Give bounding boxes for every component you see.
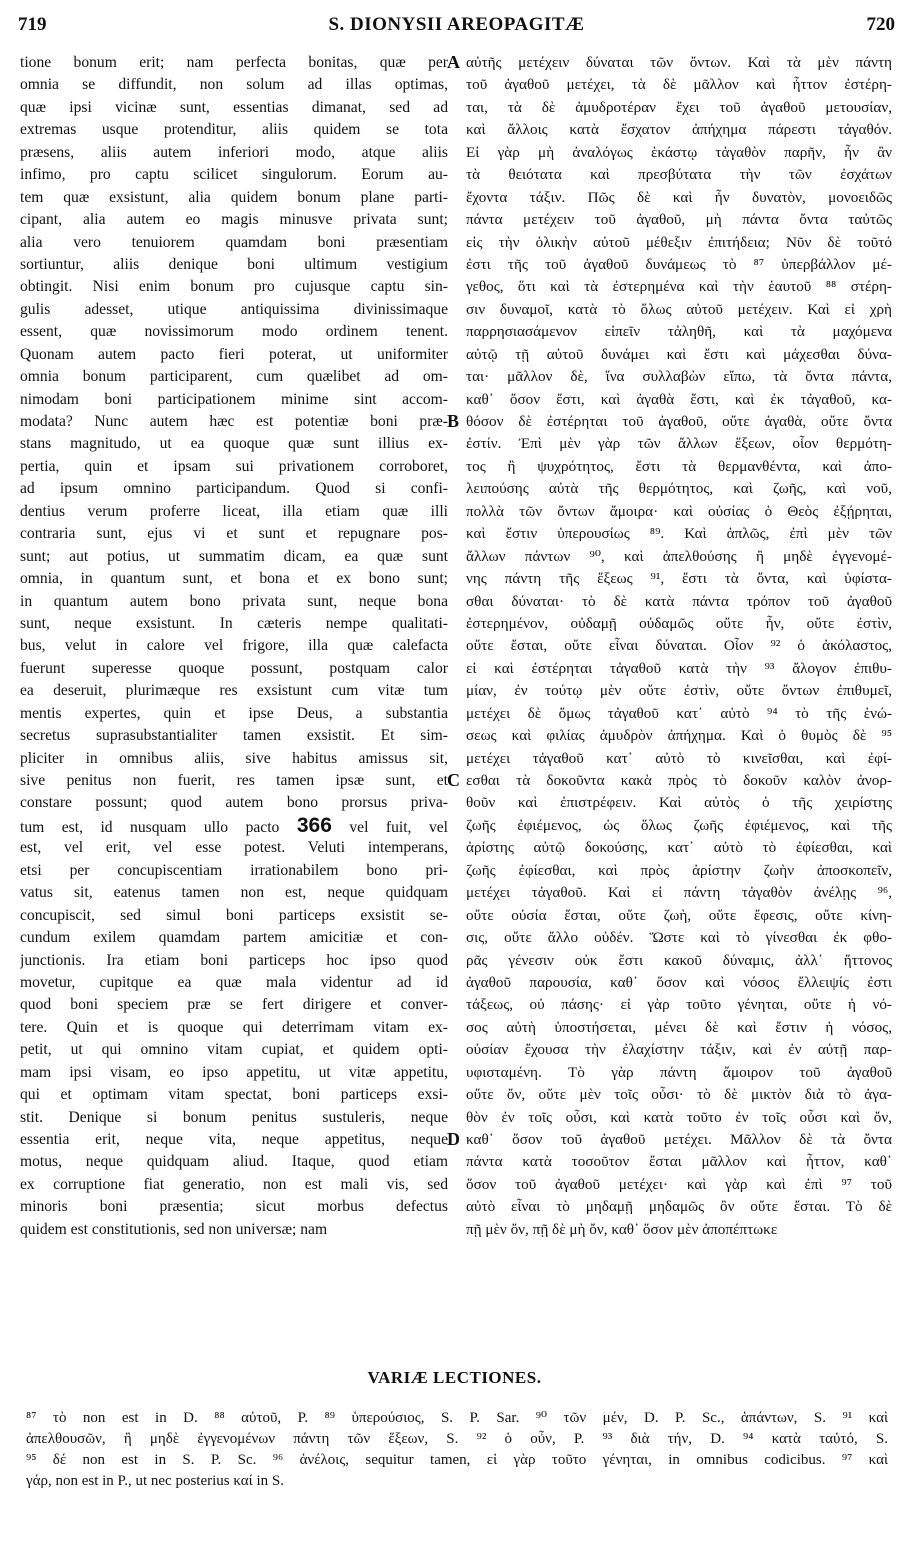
variants-heading: VARIÆ LECTIONES. — [367, 1368, 542, 1387]
greek-text-line: πάντα κατὰ τοσοῦτον ἔσται μᾶλλον καὶ ἧττον, καθ᾽ — [466, 1153, 892, 1171]
greek-text-line: εἰς τὴν ὁλικὴν αὐτοῦ μέθεξιν ἐπιτήδεια; Νῦν δὲ τοῦτό — [466, 233, 892, 251]
text-segment: vel fuit, vel — [331, 818, 448, 836]
greek-text-line: τοῦ ἀγαθοῦ μετέχει, τὰ δὲ μᾶλλον καὶ ἧττον ἐστέρη- — [466, 76, 892, 94]
greek-text-line: πάντα μετέχειν τοῦ ἀγαθοῦ, μὴ πάντα ὄντα ταὐτῶς — [466, 211, 892, 229]
greek-text-line: ἐστίν. Ἐπὶ μὲν γὰρ τῶν ἄλλων ἕξεων, οἷον θερμότη- — [466, 435, 892, 453]
greek-text-line: ὅσον τοῦ ἀγαθοῦ μετέχει· καὶ γὰρ καὶ ἐπὶ ⁹⁷ τοῦ — [466, 1175, 892, 1193]
greek-text-line: τος ἢ ψυχρότητος, ἔστι τὰ θερμανθέντα, καὶ ἀπο- — [466, 457, 892, 475]
latin-text-line: sortiuntur, aliis denique boni ultimum vestigium — [20, 255, 448, 273]
latin-text-line: extremas usque protenditur, aliis quidem se tota — [20, 121, 448, 139]
margin-letter-a: A — [447, 52, 460, 72]
latin-text-line: movetur, cupitque ea quæ mala videntur ad id — [20, 973, 448, 991]
greek-text-line: οὔτε ἔσται, οὔτε εἶναι δύναται. Οἷον ⁹² ὁ ἀκόλαστος, — [466, 637, 892, 655]
latin-text-line: stit. Denique si bonum penitus sustuleris, neque — [20, 1108, 448, 1126]
greek-text-line: Εἰ γὰρ μὴ ἀναλόγως ἑκάστῳ τἀγαθὸν παρῆν, ἦν ἂν — [466, 143, 892, 161]
latin-text-line: contraria sunt, ejus vi et sunt et repugnare pos- — [20, 525, 448, 543]
latin-text-line: quidem est constitutionis, sed non universæ; nam — [20, 1220, 328, 1238]
latin-text-line: ex corruptione fiat generatio, non est mali vis, sed — [20, 1175, 448, 1193]
greek-text-line: τάξεως, οὐ πάσης· εἰ γὰρ τοῦτο γένηται, οὔτε ἡ νό- — [466, 996, 892, 1014]
greek-text-line: εἰ καὶ ἐστέρηται τἀγαθοῦ κατὰ τὴν ⁹³ ἄλογον ἐπιθυ- — [466, 659, 892, 677]
variant-line: ἀπελθουσῶν, ἢ μηδὲ ἐγγενομένων πάντη τῶν ἕξεων, S. ⁹² ὁ οὖν, P. ⁹³ διὰ τήν, D. ⁹⁴ κατὰ ταὐτό, S. — [26, 1431, 888, 1447]
margin-letter-c: C — [447, 770, 460, 790]
page-header — [18, 14, 895, 44]
latin-text-line: pliciter in omnibus aliis, sive habitus amissus sit, — [20, 749, 448, 767]
latin-text-line: infimo, pro captu scilicet singulorum. Eorum au- — [20, 166, 448, 184]
latin-text-line: petit, ut qui omnino vitam cupiat, et quidem opti- — [20, 1041, 448, 1059]
greek-text-line: ται, τὰ δὲ ἀμυδροτέραν ἔχει τοῦ ἀγαθοῦ μετουσίαν, — [466, 98, 892, 116]
latin-text-line: præsens, aliis autem inferiori modo, atque aliis — [20, 143, 448, 161]
latin-text-line: mentis expertes, quin et ipse Deus, a substantia — [20, 704, 448, 722]
latin-text-line: omnia bonum participarent, cum quælibet ad om- — [20, 368, 448, 386]
greek-text-line: καθ᾽ ὅσον τοῦ ἀγαθοῦ μετέχει. Μᾶλλον δὲ τὰ ὄντα — [466, 1131, 892, 1148]
greek-text-line: ἔχοντα τάξιν. Πῶς δὲ καὶ ἦν δυνατὸν, μονοειδῶς — [466, 188, 892, 206]
latin-text-line: secretus suprasubstantialiter tamen exsistit. Et sim- — [20, 727, 448, 745]
latin-text-line: Quonam autem pacto fieri poterat, ut uniformiter — [20, 345, 448, 363]
latin-text-line: essent, quæ novissimorum modo ordinem tenent. — [20, 323, 448, 341]
latin-text-line — [20, 815, 448, 837]
latin-text-line: essentia erit, neque vita, neque appetitus, neque — [20, 1131, 448, 1148]
greek-text-line: οὔτε οὐσία ἔσται, οὔτε ζωὴ, οὔτε ἔφεσις, οὔτε κίνη- — [466, 906, 892, 924]
greek-text-line: ρᾶς γένεσιν οὐκ ἔστι κακοῦ δύναμις, ἀλλ᾽ ἥττονος — [466, 951, 892, 969]
text-segment: tum est, id nusquam ullo pacto — [20, 818, 297, 836]
greek-text-line: ζωῆς ἐφιέμενος, ὡς ὅλως ζωῆς ἐφιέμενος, καὶ τῆς — [466, 816, 892, 834]
margin-letter-b: B — [447, 411, 460, 431]
latin-text-line: bus, velut in calore vel frigore, illa quæ calefacta — [20, 637, 448, 655]
column-marker: 366 — [296, 814, 332, 837]
latin-text-line: mam ipsi visam, eo ipso appetitu, ut vitæ appetitu, — [20, 1063, 448, 1081]
latin-text-line: cundum exilem quamdam partem amicitiæ et con- — [20, 929, 448, 947]
greek-text-line: υφισταμένη. Τὸ γὰρ πάντη ἄμοιρον τοῦ ἀγαθοῦ — [466, 1063, 892, 1081]
latin-text-line: obtingit. Nisi enim bonum pro cujusque captu sin- — [20, 278, 448, 296]
greek-text-line: καὶ ἔστιν ὑπερουσίως ⁸⁹. Καὶ ἁπλῶς, ἐπὶ μὲν τῶν — [466, 525, 892, 543]
greek-text-line: μετέχει τἀγαθοῦ κατ᾽ αὐτὸ τὸ κινεῖσθαι, καὶ ἐφί- — [466, 749, 892, 767]
greek-text-line: αὐτῆς μετέχειν δύναται τῶν ὄντων. Καὶ τὰ μὲν πάντη — [466, 54, 892, 71]
greek-text-line: ἐστερημένον, οὐδαμῇ οὐδαμῶς οὔτε ἦν, οὔτε ἐστὶν, — [466, 614, 892, 632]
greek-text-line: ται· μᾶλλον δὲ, ἵνα συλλαβὼν εἴπω, τὰ ὄντα πάντα, — [466, 368, 892, 386]
latin-text-line: constare possunt; quod autem bono prorsus priva- — [20, 794, 448, 812]
latin-text-line: vatus sit, eatenus tamen non est, neque quidquam — [20, 884, 448, 902]
latin-text-line: concupiscit, sed simul boni particeps exsistit se- — [20, 906, 448, 924]
latin-text-line: qui et optimam vitam spectat, boni particeps exsi- — [20, 1086, 448, 1104]
latin-text-line: tione bonum erit; nam perfecta bonitas, quæ per — [20, 54, 448, 71]
latin-column — [20, 52, 448, 1241]
greek-text-line: καὶ ἄλλοις κατὰ ἔσχατον ἀπήχημα πάρεστι τἀγαθόν. — [466, 121, 892, 139]
latin-text-line: etsi per concupiscentiam irrationabilem bono pri- — [20, 861, 448, 879]
latin-text-line: fuerunt superesse quoque possunt, postquam calor — [20, 659, 448, 677]
greek-text-line: σος αὐτὴ ὑποστήσεται, μένει δὲ καὶ ἔστιν ἡ νόσος, — [466, 1018, 892, 1036]
greek-text-line: σις, οὔτε ἄλλο οὐδέν. Ὥστε καὶ τὸ γίνεσθαι ἐκ φθο- — [466, 929, 892, 947]
greek-text-line: ἀρίστης αὐτῷ δοκούσης, κατ᾽ αὐτὸ τὸ ἐφίεσθαι, καὶ — [466, 839, 892, 857]
greek-text-line: σθαι δύναται· τὸ δὲ κατὰ πάντα τρόπον τοῦ ἀγαθοῦ — [466, 592, 892, 610]
latin-text-line: modata? Nunc autem hæc est potentiæ boni præ- — [20, 413, 448, 430]
variant-line: ⁹⁵ δέ non est in S. P. Sc. ⁹⁶ ἀνέλοις, sequitur tamen, εἰ γὰρ τοῦτο γένηται, in omnibus codicibus. ⁹⁷ καὶ — [26, 1452, 888, 1468]
latin-text-line: omnia, in quantum sunt, et bona et ex bono sunt; — [20, 570, 448, 588]
latin-text-line: ad ipsum omnino participandum. Quod si confi- — [20, 480, 448, 498]
greek-text-line: παρρησιασάμενον εἰπεῖν τἀληθῆ, καὶ τὰ μαχόμενα — [466, 323, 892, 341]
greek-text-line: πῇ μὲν ὄν, πῇ δὲ μὴ ὄν, καθ᾽ ὅσον μὲν ἀποπέπτωκε — [466, 1220, 778, 1238]
greek-text-line: θὸν ἐν τοῖς οὖσι, καὶ κατὰ τοῦτο ἐν τοῖς οὖσι καὶ ὄν, — [466, 1108, 892, 1126]
latin-text-line: est, vel erit, vel esse potest. Veluti intemperans, — [20, 839, 448, 857]
latin-text-line: tere. Quin et is quoque qui deterrimam vitam ex- — [20, 1018, 448, 1036]
latin-text-line: sunt; aut potius, ut summatim dicam, ea quæ sunt — [20, 547, 448, 565]
latin-text-line: alia vero tenuiorem quamdam boni præsentiam — [20, 233, 448, 251]
greek-text-line: ζωῆς ἐφίεσθαι, καὶ πρὸς ἀρίστην ζωὴν ἀποσκοπεῖν, — [466, 861, 892, 879]
latin-text-line: gulis adesset, utique antiquissima divinissimaque — [20, 300, 448, 318]
variant-readings — [26, 1408, 888, 1492]
greek-text-line: σεως καὶ φιλίας ἀμυδρὸν ἀπήχημα. Καὶ ὁ θυμὸς δὲ ⁹⁵ — [466, 727, 892, 745]
variant-line: ⁸⁷ τὸ non est in D. ⁸⁸ αὐτοῦ, P. ⁸⁹ ὑπερούσιος, S. P. Sar. ⁹⁰ τῶν μέν, D. P. Sc., ἁπάντων, S. ⁹¹ καὶ — [26, 1410, 888, 1426]
greek-text-line: γεθος, ὅτι καὶ τὰ ἐστερημένα καὶ τὴν ἑαυτοῦ ⁸⁸ στέρη- — [466, 278, 892, 296]
greek-text-line: νης πάντη τῆς ἕξεως ⁹¹, ἔστι τὰ ὄντα, καὶ ὑφίστα- — [466, 570, 892, 588]
greek-text-line: ἀγαθοῦ παρουσία, καθ᾽ ὅσον καὶ νόσος ἔλλειψίς ἐστι — [466, 973, 892, 991]
greek-text-line: αὐτὸ εἶναι τὸ μηδαμῇ μηδαμῶς ὂν οὔτε ἔσται. Τὸ δὲ — [466, 1198, 892, 1216]
latin-text-line: nimodam boni participationem minime sint accom- — [20, 390, 448, 408]
page-number-left: 719 — [18, 14, 47, 35]
greek-text-line: οὔτε ὄν, οὔτε μὲν τοῖς οὖσι· τὸ δὲ μικτὸν διὰ τὸ ἀγα- — [466, 1086, 892, 1104]
greek-text-line: πολλὰ τῶν ὄντων ἄμοιρα· καὶ οὐσίας ὁ Θεὸς ἐξῄρηται, — [466, 502, 892, 520]
latin-text-line: omnia se diffundit, non solum ad illas optimas, — [20, 76, 448, 94]
greek-text-line: ἄλλων πάντων ⁹⁰, καὶ ἀπελθούσης ἢ μηδὲ ἐγγενομέ- — [466, 547, 892, 565]
greek-column — [466, 52, 892, 1241]
latin-text-line: dentius verum proferre liceat, illa etiam quæ illi — [20, 502, 448, 520]
latin-text-line: quæ ipsi vicinæ sunt, essentias dimanat, sed ad — [20, 98, 448, 116]
greek-text-line: θόσον δὲ ἐστέρηται τοῦ ἀγαθοῦ, οὔτε ἀγαθὰ, οὔτε ὄντα — [466, 413, 892, 430]
latin-text-line: stans magnitudo, ut ea quoque quæ sunt illius ex- — [20, 435, 448, 453]
greek-text-line: μίαν, ἐν τούτῳ μὲν οὔτε ἐστὶν, οὔτε ὄντων ἐπιθυμεῖ, — [466, 682, 892, 700]
latin-text-line: quod boni speciem præ se fert dirigere et conver- — [20, 996, 448, 1014]
latin-text-line: minoris boni præsentia; sicut morbus defectus — [20, 1198, 448, 1216]
greek-text-line: σιν δυναμοῖ, κατὰ τὸ ὅλως αὐτοῦ μετέχειν. Καὶ εἰ χρὴ — [466, 300, 892, 318]
greek-text-line: ἐστι τῆς τοῦ ἀγαθοῦ δυνάμεως τὸ ⁸⁷ ὑπερβάλλον μέ- — [466, 255, 892, 273]
variant-line: γάρ, non est in P., ut nec posterius καί in S. — [26, 1473, 284, 1489]
greek-text-line: οὐσίαν ἔχουσα τὴν ἐλαχίστην τάξιν, καὶ ἐν αὐτῇ παρ- — [466, 1041, 892, 1059]
latin-text-line: ea deseruit, plurimæque res exsistunt cum vitæ tum — [20, 682, 448, 700]
greek-text-line: θοῦν καὶ ἐπιστρέφειν. Καὶ αὐτὸς ὁ τῆς χειρίστης — [466, 794, 892, 812]
latin-text-line: motus, neque quidquam aliud. Itaque, quod etiam — [20, 1153, 448, 1171]
greek-text-line: τὰ θειότατα καὶ πρεσβύτατα τὴν τῶν ἐσχάτων — [466, 166, 892, 184]
greek-text-line: λειπούσης αὐτὰ τῆς θερμότητος, καὶ ζωῆς, καὶ νοῦ, — [466, 480, 892, 498]
greek-text-line: εσθαι τὰ δοκοῦντα κακὰ πρὸς τὸ δοκοῦν καλὸν ἀνορ- — [466, 772, 892, 789]
latin-text-line: junctionis. Ira etiam boni particeps hoc ipso quod — [20, 951, 448, 969]
latin-text-line: pertia, quin et ipsam sui privationem corroboret, — [20, 457, 448, 475]
latin-text-line: tem quæ exsistunt, alia quidem bonum plane parti- — [20, 188, 448, 206]
greek-text-line: μετέχει δὲ ὅμως τἀγαθοῦ κατ᾽ αὐτὸ ⁹⁴ τὸ τῆς ἑνώ- — [466, 704, 892, 722]
running-title: S. DIONYSII AREOPAGITÆ — [328, 14, 585, 35]
latin-text-line: sunt, neque exsistunt. In cæteris nempe qualitati- — [20, 614, 448, 632]
latin-text-line: cipant, alia autem eo magis minusve privata sunt; — [20, 211, 448, 229]
page-number-right: 720 — [866, 14, 895, 35]
latin-text-line: in quantum autem bono privata sunt, neque bona — [20, 592, 448, 610]
greek-text-line: καθ᾽ ὅσον ἔστι, καὶ ἀγαθὰ ἔστι, καὶ ἐκ τἀγαθοῦ, κα- — [466, 390, 892, 408]
latin-text-line: sive penitus non fuerit, res tamen ipsæ sunt, et — [20, 772, 448, 789]
greek-text-line: μετέχει τἀγαθοῦ. Καὶ εἰ πάντη τἀγαθὸν ἀνέλῃς ⁹⁶, — [466, 884, 892, 902]
greek-text-line: αὐτῷ τῇ αὐτοῦ δυνάμει καὶ ἔστι καὶ μάχεσθαι δύνα- — [466, 345, 892, 363]
margin-letter-d: D — [447, 1129, 460, 1149]
